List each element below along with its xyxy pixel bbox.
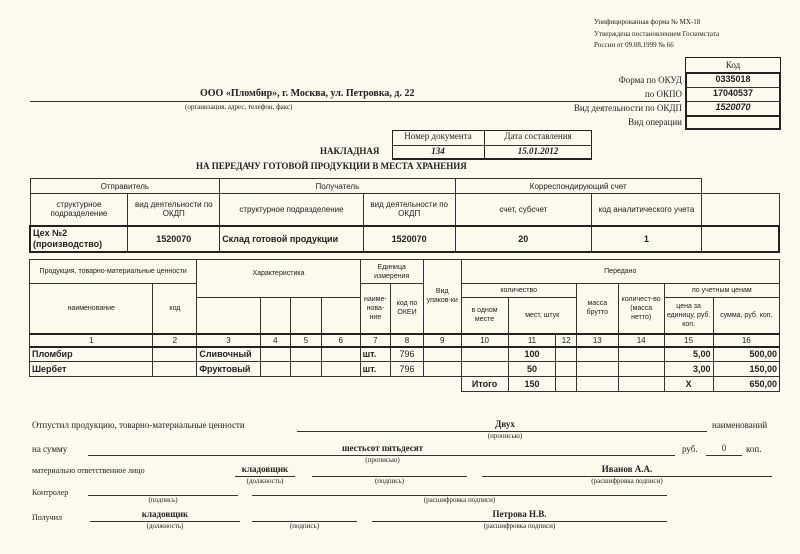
col-number: 10 (461, 334, 508, 347)
sum-value: шестьсот пятьдесят (341, 443, 424, 453)
sender-okdp-header: вид деятельности по ОКДП (128, 194, 220, 226)
product-header: Продукция, товарно-материальные ценности (30, 260, 197, 284)
released-value: Двух (495, 419, 515, 429)
table-row (30, 347, 780, 362)
receiver-unit-header: структурное подразделение (220, 194, 364, 226)
unit-header: Единица измерения (360, 260, 423, 284)
sender-receiver-table (29, 178, 780, 253)
item-characteristic: Фруктовый (197, 362, 260, 377)
organization-name: ООО «Пломбир», г. Москва, ул. Петровка, д. 22 (200, 88, 415, 99)
item-sum: 500,00 (713, 347, 779, 362)
receiver-okdp-header: вид деятельности по ОКДП (363, 194, 455, 226)
row-account: 20 (455, 226, 591, 252)
item-sum: 150,00 (713, 362, 779, 377)
sender-unit-header: структурное подразделение (30, 194, 128, 226)
responsible-position-caption: (должность) (246, 477, 284, 485)
sum-caption: (прописью) (365, 456, 400, 464)
transferred-header: Передано (461, 260, 779, 284)
organization-caption: (организация, адрес, телефон, факс) (185, 103, 293, 111)
total-sum: 650,00 (713, 377, 779, 392)
item-unit: шт. (360, 347, 391, 362)
received-position-caption: (должность) (146, 522, 184, 530)
doc-subtitle: НА ПЕРЕДАЧУ ГОТОВОЙ ПРОДУКЦИИ В МЕСТА ХРАНЕНИЯ (196, 161, 467, 171)
analytic-code-header: код аналитического учета (592, 194, 702, 226)
received-name: Петрова Н.В. (492, 509, 547, 519)
total-qty: 150 (508, 377, 556, 392)
form-header-line1: Унифицированная форма № МХ-18 (594, 18, 701, 26)
col-number: 1 (30, 334, 153, 347)
corr-account-header: Корреспондирующий счет (455, 179, 701, 194)
kop-label: коп. (746, 444, 762, 454)
row-receiver-unit: Склад готовой продукции (220, 226, 364, 252)
name-header: наименование (30, 284, 153, 334)
responsible-name: Иванов А.А. (601, 464, 653, 474)
row-analytic-code: 1 (592, 226, 702, 252)
col-number: 2 (153, 334, 197, 347)
sender-header: Отправитель (30, 179, 220, 194)
released-caption: (прописью) (487, 432, 523, 440)
row-receiver-okdp: 1520070 (363, 226, 455, 252)
item-code (153, 347, 197, 362)
col-number: 16 (713, 334, 779, 347)
received-decoding-caption: (расшифровка подписи) (483, 522, 556, 530)
col-number: 11 (508, 334, 556, 347)
characteristic-header: Характеристика (197, 260, 360, 298)
code-header: код (153, 284, 197, 334)
col-number: 15 (664, 334, 713, 347)
unit-okei-header: код по ОКЕИ (391, 284, 424, 334)
controller-label: Контролер (32, 488, 69, 497)
controller-decoding-caption: (расшифровка подписи) (423, 496, 496, 504)
row-sender-okdp: 1520070 (128, 226, 220, 252)
item-characteristic: Сливочный (197, 347, 260, 362)
okdp-value: 1520070 (715, 102, 751, 112)
doc-title: НАКЛАДНАЯ (320, 146, 380, 156)
doc-number-value: 134 (431, 146, 445, 156)
codes-title: Код (725, 60, 741, 70)
received-signature-caption: (подпись) (289, 522, 320, 530)
released-label: Отпустил продукцию, товарно-материальные ценности (32, 420, 245, 430)
received-label: Получил (32, 513, 62, 522)
col-number: 14 (618, 334, 664, 347)
item-qty: 100 (508, 347, 556, 362)
doc-date-value: 15.01.2012 (517, 146, 559, 156)
col-number: 6 (321, 334, 360, 347)
item-okei: 796 (391, 347, 424, 362)
total-price: Х (664, 377, 713, 392)
item-unit: шт. (360, 362, 391, 377)
col-number: 5 (291, 334, 322, 347)
prices-header: по учетным ценам (664, 284, 779, 298)
package-header: Вид упаков-ки (423, 260, 461, 334)
item-qty: 50 (508, 362, 556, 377)
unit-name-header: наиме-нова-ние (360, 284, 391, 334)
kop-value: 0 (721, 443, 727, 453)
okud-value: 0335018 (715, 74, 751, 84)
item-name: Шербет (30, 362, 153, 377)
col-number: 8 (391, 334, 424, 347)
goods-table (29, 259, 780, 392)
qty-header: количество (461, 284, 576, 298)
operation-label: Вид операции (628, 117, 682, 127)
item-price: 3,00 (664, 362, 713, 377)
col-number: 7 (360, 334, 391, 347)
responsible-position: кладовщик (241, 464, 289, 474)
col-number: 13 (576, 334, 618, 347)
places-header: мест, штук (508, 298, 576, 334)
form-header-line3: России от 09.08.1999 № 66 (594, 41, 674, 49)
total-label: Итого (461, 377, 508, 392)
price-unit-header: цена за единицу, руб. коп. (664, 298, 713, 334)
controller-signature-caption: (подпись) (148, 496, 178, 504)
doc-number-label: Номер документа (404, 131, 472, 141)
responsible-signature-caption: (подпись) (374, 477, 405, 485)
total-row (30, 377, 780, 392)
responsible-decoding-caption: (расшифровка подписи) (591, 477, 663, 485)
item-price: 5,00 (664, 347, 713, 362)
in-place-header: в одном месте (461, 298, 508, 334)
okdp-label: Вид деятельности по ОКДП (573, 103, 682, 113)
doc-date-label: Дата составления (504, 131, 572, 141)
col-number: 4 (260, 334, 291, 347)
okud-label: Форма по ОКУД (618, 75, 682, 85)
names-label: наименований (712, 420, 768, 430)
receiver-header: Получатель (220, 179, 455, 194)
col-number: 9 (423, 334, 461, 347)
rub-label: руб. (682, 444, 698, 454)
received-position: кладовщик (141, 509, 189, 519)
form-header-line2: Утверждена постановлением Госкомстата (594, 30, 720, 38)
okpo-value: 17040537 (712, 88, 754, 98)
codes-title-cell (685, 57, 781, 73)
responsible-label: материально ответственное лицо (32, 466, 145, 475)
account-header: счет, субсчет (455, 194, 591, 226)
column-numbers-row (30, 334, 780, 347)
sum-header: сумма, руб. коп. (713, 298, 779, 334)
gross-header: масса брутто (576, 284, 618, 334)
okpo-label: по ОКПО (644, 89, 682, 99)
table-row (30, 362, 780, 377)
item-okei: 796 (391, 362, 424, 377)
net-header: количест-во (масса нетто) (618, 284, 664, 334)
item-code (153, 362, 197, 377)
sum-label: на сумму (32, 444, 68, 454)
item-name: Пломбир (30, 347, 153, 362)
col-number: 12 (556, 334, 576, 347)
row-sender-unit: Цех №2 (производство) (30, 226, 128, 252)
col-number: 3 (197, 334, 260, 347)
